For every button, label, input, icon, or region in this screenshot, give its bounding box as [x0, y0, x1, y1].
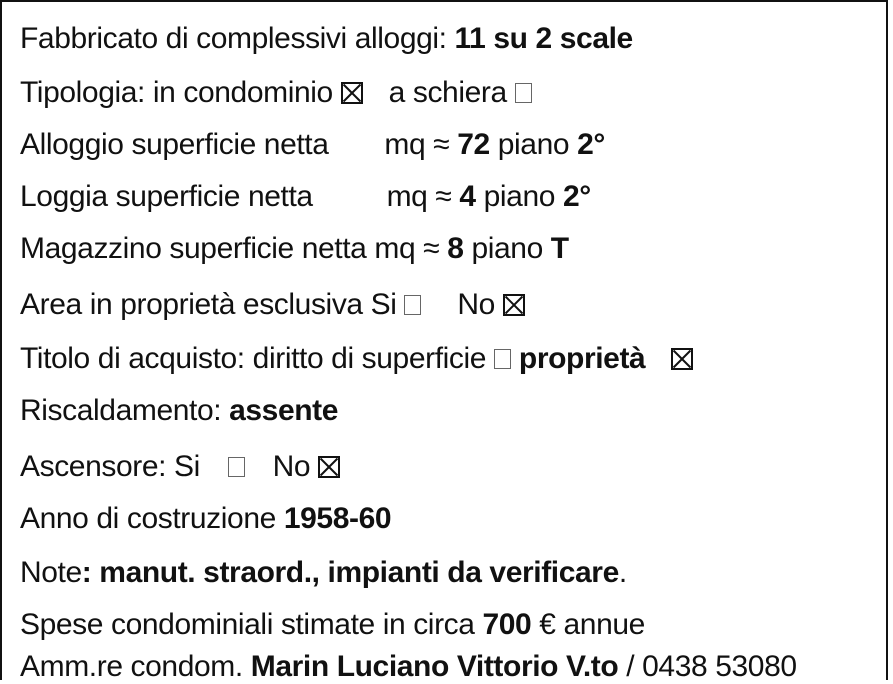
- line-amministratore: [20, 650, 797, 684]
- spese-value: 700: [482, 608, 532, 641]
- alloggio-label: Alloggio superficie netta: [20, 128, 329, 161]
- line-area-esclusiva: [20, 288, 525, 322]
- line-tipologia: [20, 76, 532, 110]
- line-titolo: [20, 342, 693, 376]
- alloggio-piano: 2°: [577, 128, 605, 161]
- tipologia-option-schiera: a schiera: [388, 76, 507, 109]
- alloggio-area: 72: [457, 128, 490, 161]
- amm-value: Marin Luciano Vittorio V.to: [250, 650, 619, 683]
- tipologia-label: Tipologia: in condominio: [20, 76, 333, 109]
- riscaldamento-label: Riscaldamento:: [20, 394, 222, 427]
- loggia-unit: mq ≈: [386, 180, 452, 213]
- amm-label: Amm.re condom.: [20, 650, 243, 683]
- spese-label: Spese condominiali stimate in circa: [20, 608, 475, 641]
- titolo-label: Titolo di acquisto: diritto di superficie: [20, 342, 487, 375]
- line-spese: [20, 608, 645, 642]
- line-ascensore: [20, 450, 340, 484]
- riscaldamento-value: assente: [229, 394, 339, 427]
- note-label: Note: [20, 556, 82, 589]
- line-alloggio: [20, 128, 605, 162]
- area-no-label: No: [457, 288, 495, 321]
- loggia-piano-label: piano: [483, 180, 556, 213]
- line-magazzino: [20, 232, 569, 266]
- fabbricato-value: 11 su 2 scale: [454, 22, 633, 55]
- titolo-value: proprietà: [518, 342, 646, 375]
- loggia-label: Loggia superficie netta: [20, 180, 313, 213]
- magazzino-label: Magazzino superficie netta mq ≈: [20, 232, 440, 265]
- spese-end: € annue: [539, 608, 645, 641]
- magazzino-piano-label: piano: [471, 232, 543, 265]
- checkbox-diritto-superficie: [494, 349, 511, 369]
- line-loggia: [20, 180, 591, 214]
- alloggio-piano-label: piano: [497, 128, 570, 161]
- loggia-area: 4: [459, 180, 476, 213]
- ascensore-no-label: No: [272, 450, 311, 483]
- checkbox-a-schiera: [515, 83, 532, 103]
- magazzino-piano: T: [550, 232, 569, 265]
- line-fabbricato: [20, 22, 633, 56]
- magazzino-area: 8: [447, 232, 464, 265]
- line-note: [20, 556, 627, 590]
- area-label: Area in proprietà esclusiva Si: [20, 288, 397, 321]
- line-riscaldamento: [20, 394, 338, 428]
- checkbox-proprieta: [671, 348, 693, 370]
- line-anno: [20, 502, 391, 536]
- anno-label: Anno di costruzione: [20, 502, 276, 535]
- note-value: : manut. straord., impianti da verificare: [81, 556, 619, 589]
- checkbox-area-no: [503, 294, 525, 316]
- checkbox-area-si: [404, 295, 421, 315]
- anno-value: 1958-60: [283, 502, 392, 535]
- amm-end: / 0438 53080: [626, 650, 797, 683]
- note-end: .: [618, 556, 627, 589]
- alloggio-unit: mq ≈: [384, 128, 450, 161]
- fabbricato-label: Fabbricato di complessivi alloggi:: [20, 22, 447, 55]
- loggia-piano: 2°: [562, 180, 591, 213]
- checkbox-ascensore-si: [228, 457, 245, 477]
- ascensore-label: Ascensore: Si: [20, 450, 200, 483]
- checkbox-ascensore-no: [318, 456, 340, 478]
- checkbox-in-condominio: [341, 82, 363, 104]
